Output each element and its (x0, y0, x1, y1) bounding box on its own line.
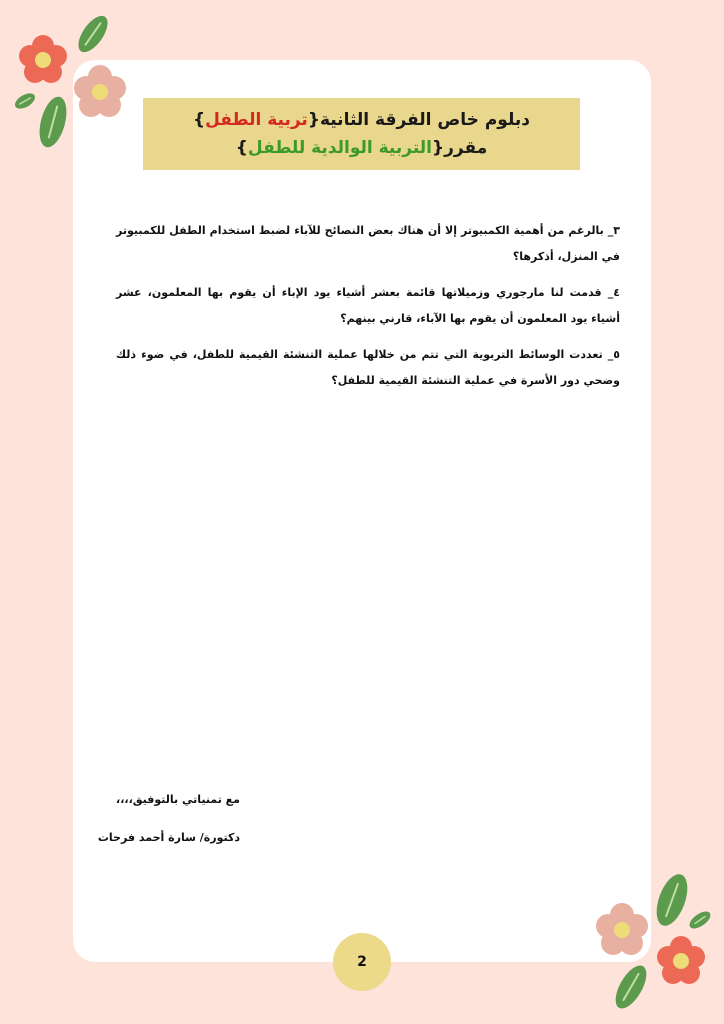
header-line-program (193, 106, 530, 134)
signature: دكتورة/ سارة أحمد فرحات (97, 831, 240, 844)
leaf-icon (609, 961, 652, 1014)
bracket-close: } (235, 138, 248, 158)
bracket-close: } (193, 110, 206, 130)
course-title: التربية الوالدية للطفل (247, 138, 432, 158)
header-line-course (236, 134, 487, 162)
bracket-open: { (307, 110, 320, 130)
flower-icon (657, 936, 705, 984)
program-subject: تربية الطفل (205, 110, 308, 130)
page-number: 2 (333, 933, 391, 991)
flower-cluster-bottom-right (580, 860, 724, 1024)
questions-list (116, 218, 620, 404)
flower-icon (596, 903, 648, 955)
flower-cluster-top-left (0, 0, 140, 160)
flower-icon (74, 65, 126, 117)
closing-wishes: مع تمنياتي بالتوفيق،،،، (116, 793, 240, 806)
bracket-open: { (431, 138, 445, 158)
leaf-icon (73, 11, 113, 57)
leaf-icon (12, 90, 37, 111)
course-header (143, 98, 580, 170)
leaf-icon (687, 908, 714, 932)
flower-icon (19, 35, 67, 83)
question-4: ٤_ قدمت لنا مارجوري وزميلاتها قائمة بعشر أشياء يود الإباء أن يقوم بها المعلمون، عشر أشياء يود المعلمون أن يقوم بها الآباء، قارني بينهم؟ (116, 286, 620, 325)
program-title: دبلوم خاص الفرقة الثانية (319, 110, 530, 130)
course-label: مقرر (444, 138, 488, 158)
question-3: ٣_ بالرغم من أهمية الكمبيوتر إلا أن هناك بعض النصائح للآباء لضبط استخدام الطفل للكمبيوتر في المنزل، أذكرها؟ (116, 224, 620, 263)
leaf-icon (35, 94, 72, 150)
question-5: ٥_ تعددت الوسائط التربوية التي تتم من خلالها عملية التنشئة القيمية للطفل، في ضوء ذلك وضحي دور الأسرة في عملية التنشئة القيمية للطفل؟ (116, 348, 620, 387)
closing-block (97, 790, 240, 866)
leaf-icon (651, 870, 694, 930)
